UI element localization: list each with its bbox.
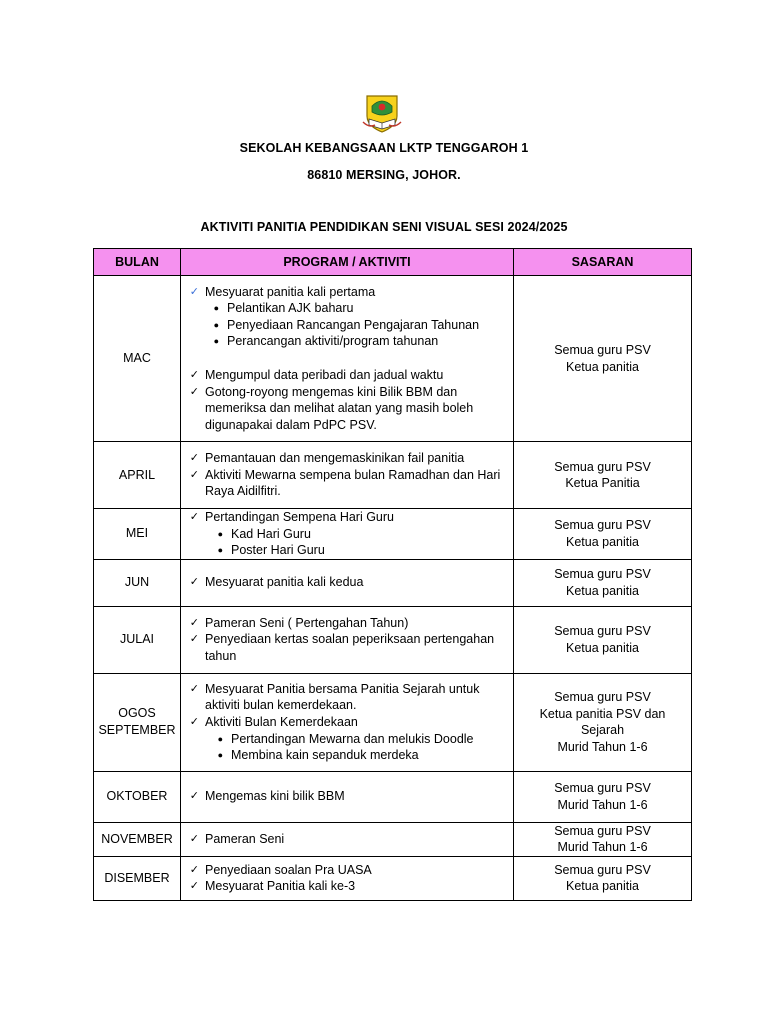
target-line: Semua guru PSV	[554, 518, 651, 533]
bullet-icon: ●	[213, 303, 219, 314]
checklist-item	[181, 788, 513, 805]
bullet-item	[181, 542, 513, 559]
checklist-item	[181, 284, 513, 301]
item-text: Pameran Seni	[205, 831, 285, 846]
month-label: JULAI	[119, 632, 155, 647]
program-cell	[181, 822, 514, 856]
item-text: Pemantauan dan mengemaskinikan fail panitia	[205, 451, 465, 466]
spacer	[181, 350, 513, 367]
item-text: Mengemas kini bilik BBM	[205, 789, 345, 804]
checkmark-icon: ✓	[189, 880, 199, 893]
checkmark-icon: ✓	[189, 468, 199, 481]
target-line: Semua guru PSV	[554, 862, 651, 877]
checklist-item	[181, 367, 513, 384]
checkmark-icon: ✓	[189, 682, 199, 695]
target-line: Ketua panitia PSV dan	[539, 706, 666, 721]
target-line: Ketua Panitia	[565, 476, 640, 490]
checkmark-icon: ✓	[189, 452, 199, 465]
month-label: MEI	[125, 526, 149, 541]
item-text: Perancangan aktiviti/program tahunan	[227, 334, 439, 349]
checklist-item	[181, 509, 513, 526]
target-cell	[514, 559, 692, 606]
table-row	[94, 509, 692, 560]
target-cell	[514, 771, 692, 822]
item-text: Membina kain sepanduk merdeka	[231, 748, 419, 763]
checkmark-icon: ✓	[189, 633, 199, 646]
document-title: AKTIVITI PANITIA PENDIDIKAN SENI VISUAL SESI 2024/2025	[200, 220, 568, 234]
checkmark-icon: ✓	[189, 385, 199, 398]
table-row	[94, 559, 692, 606]
target-cell	[514, 856, 692, 900]
checkmark-icon: ✓	[189, 511, 199, 523]
checklist-item	[181, 631, 513, 664]
school-crest-icon	[359, 92, 405, 134]
month-label: JUN	[124, 575, 150, 590]
program-cell	[181, 559, 514, 606]
program-cell	[181, 856, 514, 900]
month-cell	[94, 822, 181, 856]
table-row	[94, 822, 692, 856]
month-label: OGOS	[118, 706, 156, 721]
target-line: Semua guru PSV	[554, 823, 651, 838]
checkmark-icon: ✓	[189, 863, 199, 876]
item-text: Poster Hari Guru	[231, 543, 325, 558]
item-text: Pameran Seni ( Pertengahan Tahun)	[205, 615, 409, 630]
table-row	[94, 673, 692, 771]
program-cell	[181, 509, 514, 560]
checklist-item	[181, 467, 513, 500]
table-row	[94, 442, 692, 509]
checklist-item	[181, 574, 513, 591]
checklist-item	[181, 862, 513, 879]
target-line: Semua guru PSV	[554, 567, 651, 582]
bullet-item	[181, 300, 513, 317]
checklist-item	[181, 450, 513, 467]
month-cell	[94, 509, 181, 560]
bullet-item	[181, 317, 513, 334]
target-cell	[514, 822, 692, 856]
month-label: MAC	[123, 351, 151, 365]
item-text: Gotong-royong mengemas kini Bilik BBM dan memeriksa dan melihat alatan yang masih boleh digunapakai dalam PdPC PSV.	[205, 384, 474, 432]
item-text: Penyediaan soalan Pra UASA	[205, 862, 372, 877]
checklist-item	[181, 878, 513, 895]
month-cell	[94, 771, 181, 822]
bullet-item	[181, 747, 513, 764]
header-sasaran: SASARAN	[514, 249, 692, 276]
checkmark-icon: ✓	[189, 715, 199, 728]
item-text: Mesyuarat Panitia bersama Panitia Sejarah untuk aktiviti bulan kemerdekaan.	[205, 681, 480, 713]
month-cell	[94, 442, 181, 509]
month-label: SEPTEMBER	[98, 723, 176, 738]
month-label: APRIL	[118, 467, 156, 482]
item-text: Pertandingan Sempena Hari Guru	[205, 510, 395, 524]
item-text: Pertandingan Mewarna dan melukis Doodle	[231, 731, 474, 746]
target-line: Murid Tahun 1-6	[557, 797, 648, 812]
month-label: OKTOBER	[106, 789, 168, 804]
school-name: SEKOLAH KEBANGSAAN LKTP TENGGAROH 1	[239, 141, 529, 155]
checkmark-icon: ✓	[189, 576, 199, 589]
target-line: Ketua panitia	[566, 879, 639, 894]
bullet-icon: ●	[217, 545, 223, 556]
bullet-item	[181, 731, 513, 748]
target-line: Ketua panitia	[566, 534, 639, 549]
checklist-item	[181, 384, 513, 434]
program-cell	[181, 606, 514, 673]
item-text: Pelantikan AJK baharu	[227, 301, 354, 316]
school-address: 86810 MERSING, JOHOR.	[307, 168, 461, 182]
bullet-icon: ●	[217, 528, 223, 539]
month-cell	[94, 606, 181, 673]
bullet-icon: ●	[217, 733, 223, 744]
checkmark-icon: ✓	[189, 616, 199, 629]
checkmark-icon: ✓	[189, 369, 199, 381]
checklist-item	[181, 714, 513, 731]
target-cell	[514, 509, 692, 560]
header-bulan: BULAN	[94, 249, 181, 276]
bullet-icon: ●	[213, 319, 219, 330]
table-row	[94, 606, 692, 673]
item-text: Mesyuarat panitia kali pertama	[205, 284, 376, 299]
month-label: NOVEMBER	[101, 831, 173, 846]
item-text: Kad Hari Guru	[231, 526, 311, 541]
table-header-row	[94, 249, 692, 276]
program-cell	[181, 276, 514, 442]
target-line: Semua guru PSV	[554, 343, 651, 357]
month-cell	[94, 559, 181, 606]
target-line: Ketua panitia	[566, 359, 639, 374]
table-row	[94, 771, 692, 822]
month-label: DISEMBER	[104, 870, 170, 885]
target-cell	[514, 606, 692, 673]
target-cell	[514, 673, 692, 771]
item-text: Mengumpul data peribadi dan jadual waktu	[205, 368, 444, 382]
target-line: Sejarah	[580, 723, 625, 738]
checkmark-icon: ✓	[189, 790, 199, 803]
checkmark-icon: ✓	[189, 285, 199, 298]
table-row	[94, 276, 692, 442]
target-line: Semua guru PSV	[554, 690, 651, 705]
bullet-icon: ●	[213, 336, 219, 347]
item-text: Mesyuarat panitia kali kedua	[205, 575, 364, 590]
target-line: Ketua panitia	[566, 640, 639, 655]
month-cell	[94, 673, 181, 771]
bullet-item	[181, 333, 513, 350]
activity-table	[93, 248, 692, 901]
checklist-item	[181, 615, 513, 632]
checkmark-icon: ✓	[189, 832, 199, 845]
bullet-icon: ●	[217, 750, 223, 761]
month-cell	[94, 276, 181, 442]
item-text: Penyediaan Rancangan Pengajaran Tahunan	[227, 317, 480, 332]
table-row	[94, 856, 692, 900]
checklist-item	[181, 681, 513, 714]
month-cell	[94, 856, 181, 900]
target-line: Murid Tahun 1-6	[557, 840, 648, 855]
item-text: Mesyuarat Panitia kali ke-3	[205, 879, 356, 894]
target-cell	[514, 276, 692, 442]
program-cell	[181, 442, 514, 509]
checklist-item	[181, 831, 513, 848]
item-text: Penyediaan kertas soalan peperiksaan pertengahan tahun	[205, 632, 495, 664]
target-line: Semua guru PSV	[554, 624, 651, 639]
bullet-item	[181, 526, 513, 543]
target-line: Semua guru PSV	[554, 781, 651, 796]
target-line: Ketua panitia	[566, 583, 639, 598]
program-cell	[181, 673, 514, 771]
program-cell	[181, 771, 514, 822]
target-cell	[514, 442, 692, 509]
item-text: Aktiviti Bulan Kemerdekaan	[205, 714, 358, 729]
target-line: Murid Tahun 1-6	[557, 739, 648, 754]
header-program: PROGRAM / AKTIVITI	[181, 249, 514, 276]
item-text: Aktiviti Mewarna sempena bulan Ramadhan dan Hari Raya Aidilfitri.	[205, 467, 501, 499]
target-line: Semua guru PSV	[554, 459, 651, 474]
